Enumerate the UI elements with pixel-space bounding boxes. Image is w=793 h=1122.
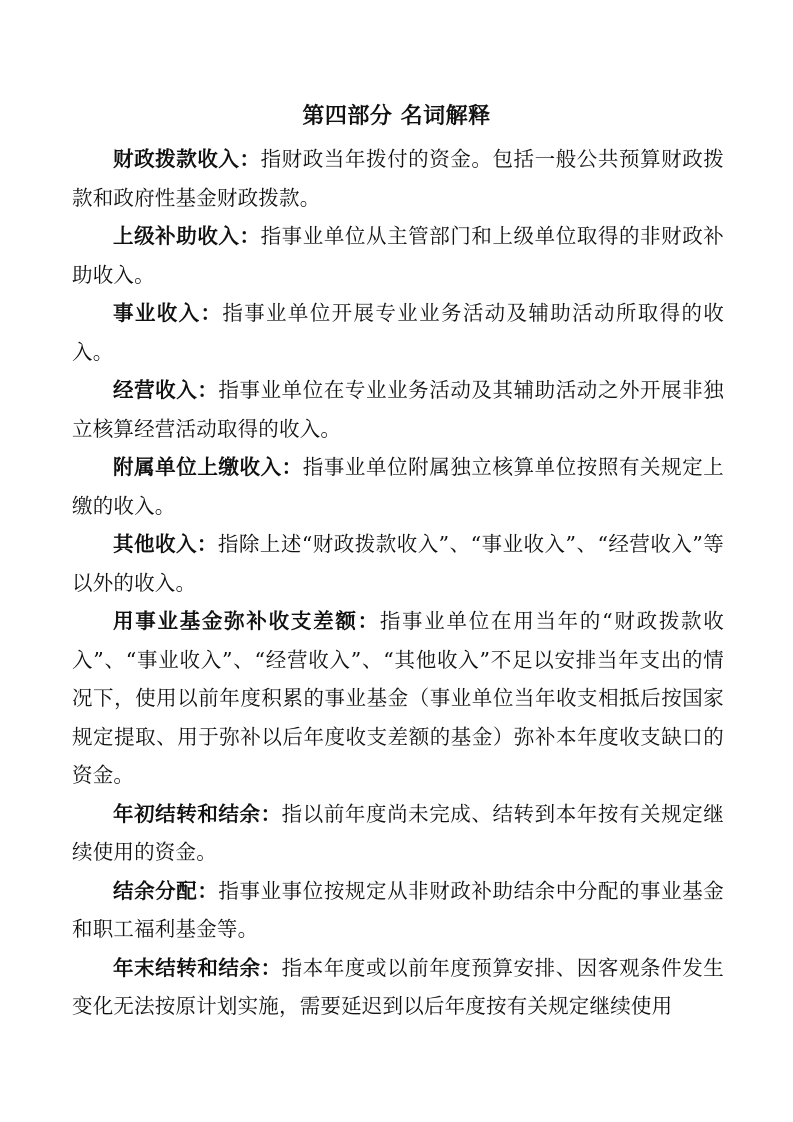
- glossary-entry: [72, 217, 724, 294]
- glossary-term: 上级补助收入：: [113, 224, 261, 248]
- glossary-entry: [72, 140, 724, 217]
- glossary-term: 经营收入：: [113, 378, 219, 402]
- glossary-term: 结余分配：: [113, 878, 219, 903]
- glossary-definition: 指事业单位在专业业务活动及其辅助活动之外开展非独立核算经营活动取得的收入。: [72, 378, 724, 441]
- glossary-definition: 指财政当年拨付的资金。包括一般公共预算财政拨款和政府性基金财政拨款。: [72, 147, 724, 210]
- glossary-definition: 指事业单位在用当年的“财政拨款收入”、“事业收入”、“经营收入”、“其他收入”不足以安排当年支出的情况下，使用以前年度积累的事业基金（事业单位当年收支相抵后按国家规定提取、用于弥补以后年度收支差额的基金）弥补本年度收支缺口的资金。: [72, 609, 724, 787]
- glossary-entry: [72, 371, 724, 448]
- glossary-definition: 指以前年度尚未完成、结转到本年按有关规定继续使用的资金。: [72, 801, 724, 864]
- glossary-term: 年末结转和结余：: [113, 955, 282, 980]
- glossary-term: 财政拨款收入：: [113, 147, 261, 171]
- glossary-entry: [72, 525, 724, 602]
- glossary-entry: [72, 949, 724, 1026]
- glossary-term: 用事业基金弥补收支差额：: [113, 609, 380, 633]
- glossary-content: [72, 140, 724, 1026]
- glossary-definition: 指事业单位开展专业业务活动及辅助活动所取得的收入。: [72, 301, 725, 364]
- glossary-entry: [72, 294, 724, 371]
- glossary-definition: 指本年度或以前年度预算安排、因客观条件发生变化无法按原计划实施，需要延迟到以后年度按有关规定继续使用: [72, 955, 724, 1018]
- glossary-entry: [72, 602, 724, 795]
- glossary-definition: 指事业事位按规定从非财政补助结余中分配的事业基金和职工福利基金等。: [72, 878, 724, 941]
- glossary-definition: 指除上述“财政拨款收入”、“事业收入”、“经营收入”等以外的收入。: [72, 532, 724, 595]
- glossary-term: 年初结转和结余：: [113, 801, 282, 826]
- glossary-term: 附属单位上缴收入：: [113, 455, 303, 479]
- glossary-definition: 指事业单位附属独立核算单位按照有关规定上缴的收入。: [72, 455, 725, 518]
- glossary-definition: 指事业单位从主管部门和上级单位取得的非财政补助收入。: [72, 224, 724, 287]
- glossary-term: 其他收入：: [113, 532, 218, 556]
- glossary-entry: [72, 872, 724, 949]
- glossary-entry: [72, 448, 724, 525]
- page-title: 第四部分 名词解释: [302, 104, 491, 129]
- glossary-entry: [72, 795, 724, 872]
- glossary-term: 事业收入：: [113, 301, 223, 325]
